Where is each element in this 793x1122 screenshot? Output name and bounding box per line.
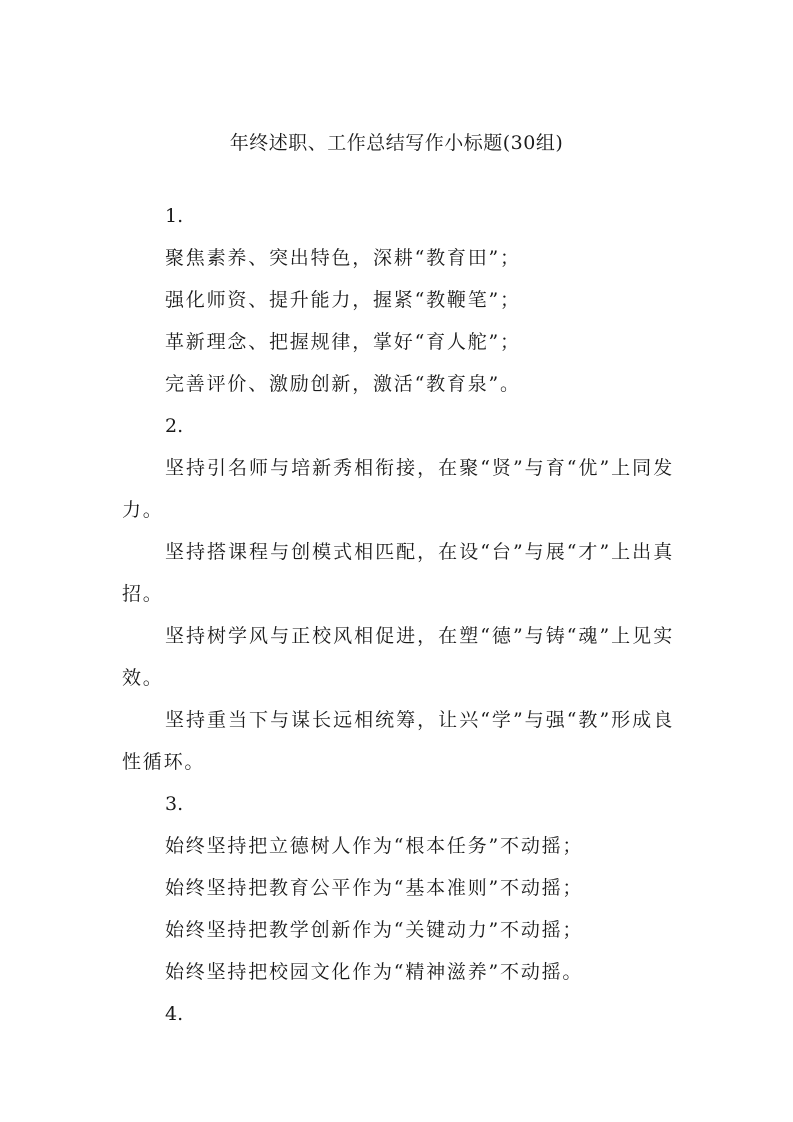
section-number: 3. bbox=[165, 793, 184, 815]
section-line: 始终坚持把校园文化作为“精神滋养”不动摇。 bbox=[165, 961, 584, 983]
section-line: 始终坚持把立德树人作为“根本任务”不动摇； bbox=[165, 835, 584, 857]
document-body bbox=[122, 195, 674, 1035]
section-number: 1. bbox=[165, 205, 184, 227]
section-number: 4. bbox=[165, 1003, 184, 1025]
section-paragraph: 坚持引名师与培新秀相衔接，在聚“贤”与育“优”上同发力。 bbox=[122, 457, 674, 521]
section-line: 始终坚持把教学创新作为“关键动力”不动摇； bbox=[165, 919, 584, 941]
section-line: 革新理念、把握规律，掌好“育人舵”； bbox=[165, 331, 521, 353]
section-paragraph: 坚持重当下与谋长远相统筹，让兴“学”与强“教”形成良性循环。 bbox=[122, 709, 674, 773]
section-line: 强化师资、提升能力，握紧“教鞭笔”； bbox=[165, 289, 521, 311]
section-line: 完善评价、激励创新，激活“教育泉”。 bbox=[165, 373, 521, 395]
document-title: 年终述职、工作总结写作小标题(30组) bbox=[229, 132, 564, 154]
section-line: 聚焦素养、突出特色，深耕“教育田”； bbox=[165, 247, 521, 269]
section-line: 始终坚持把教育公平作为“基本准则”不动摇； bbox=[165, 877, 584, 899]
section-number: 2. bbox=[165, 415, 184, 437]
section-paragraph: 坚持搭课程与创模式相匹配，在设“台”与展“才”上出真招。 bbox=[122, 541, 674, 605]
section-paragraph: 坚持树学风与正校风相促进，在塑“德”与铸“魂”上见实效。 bbox=[122, 625, 674, 689]
